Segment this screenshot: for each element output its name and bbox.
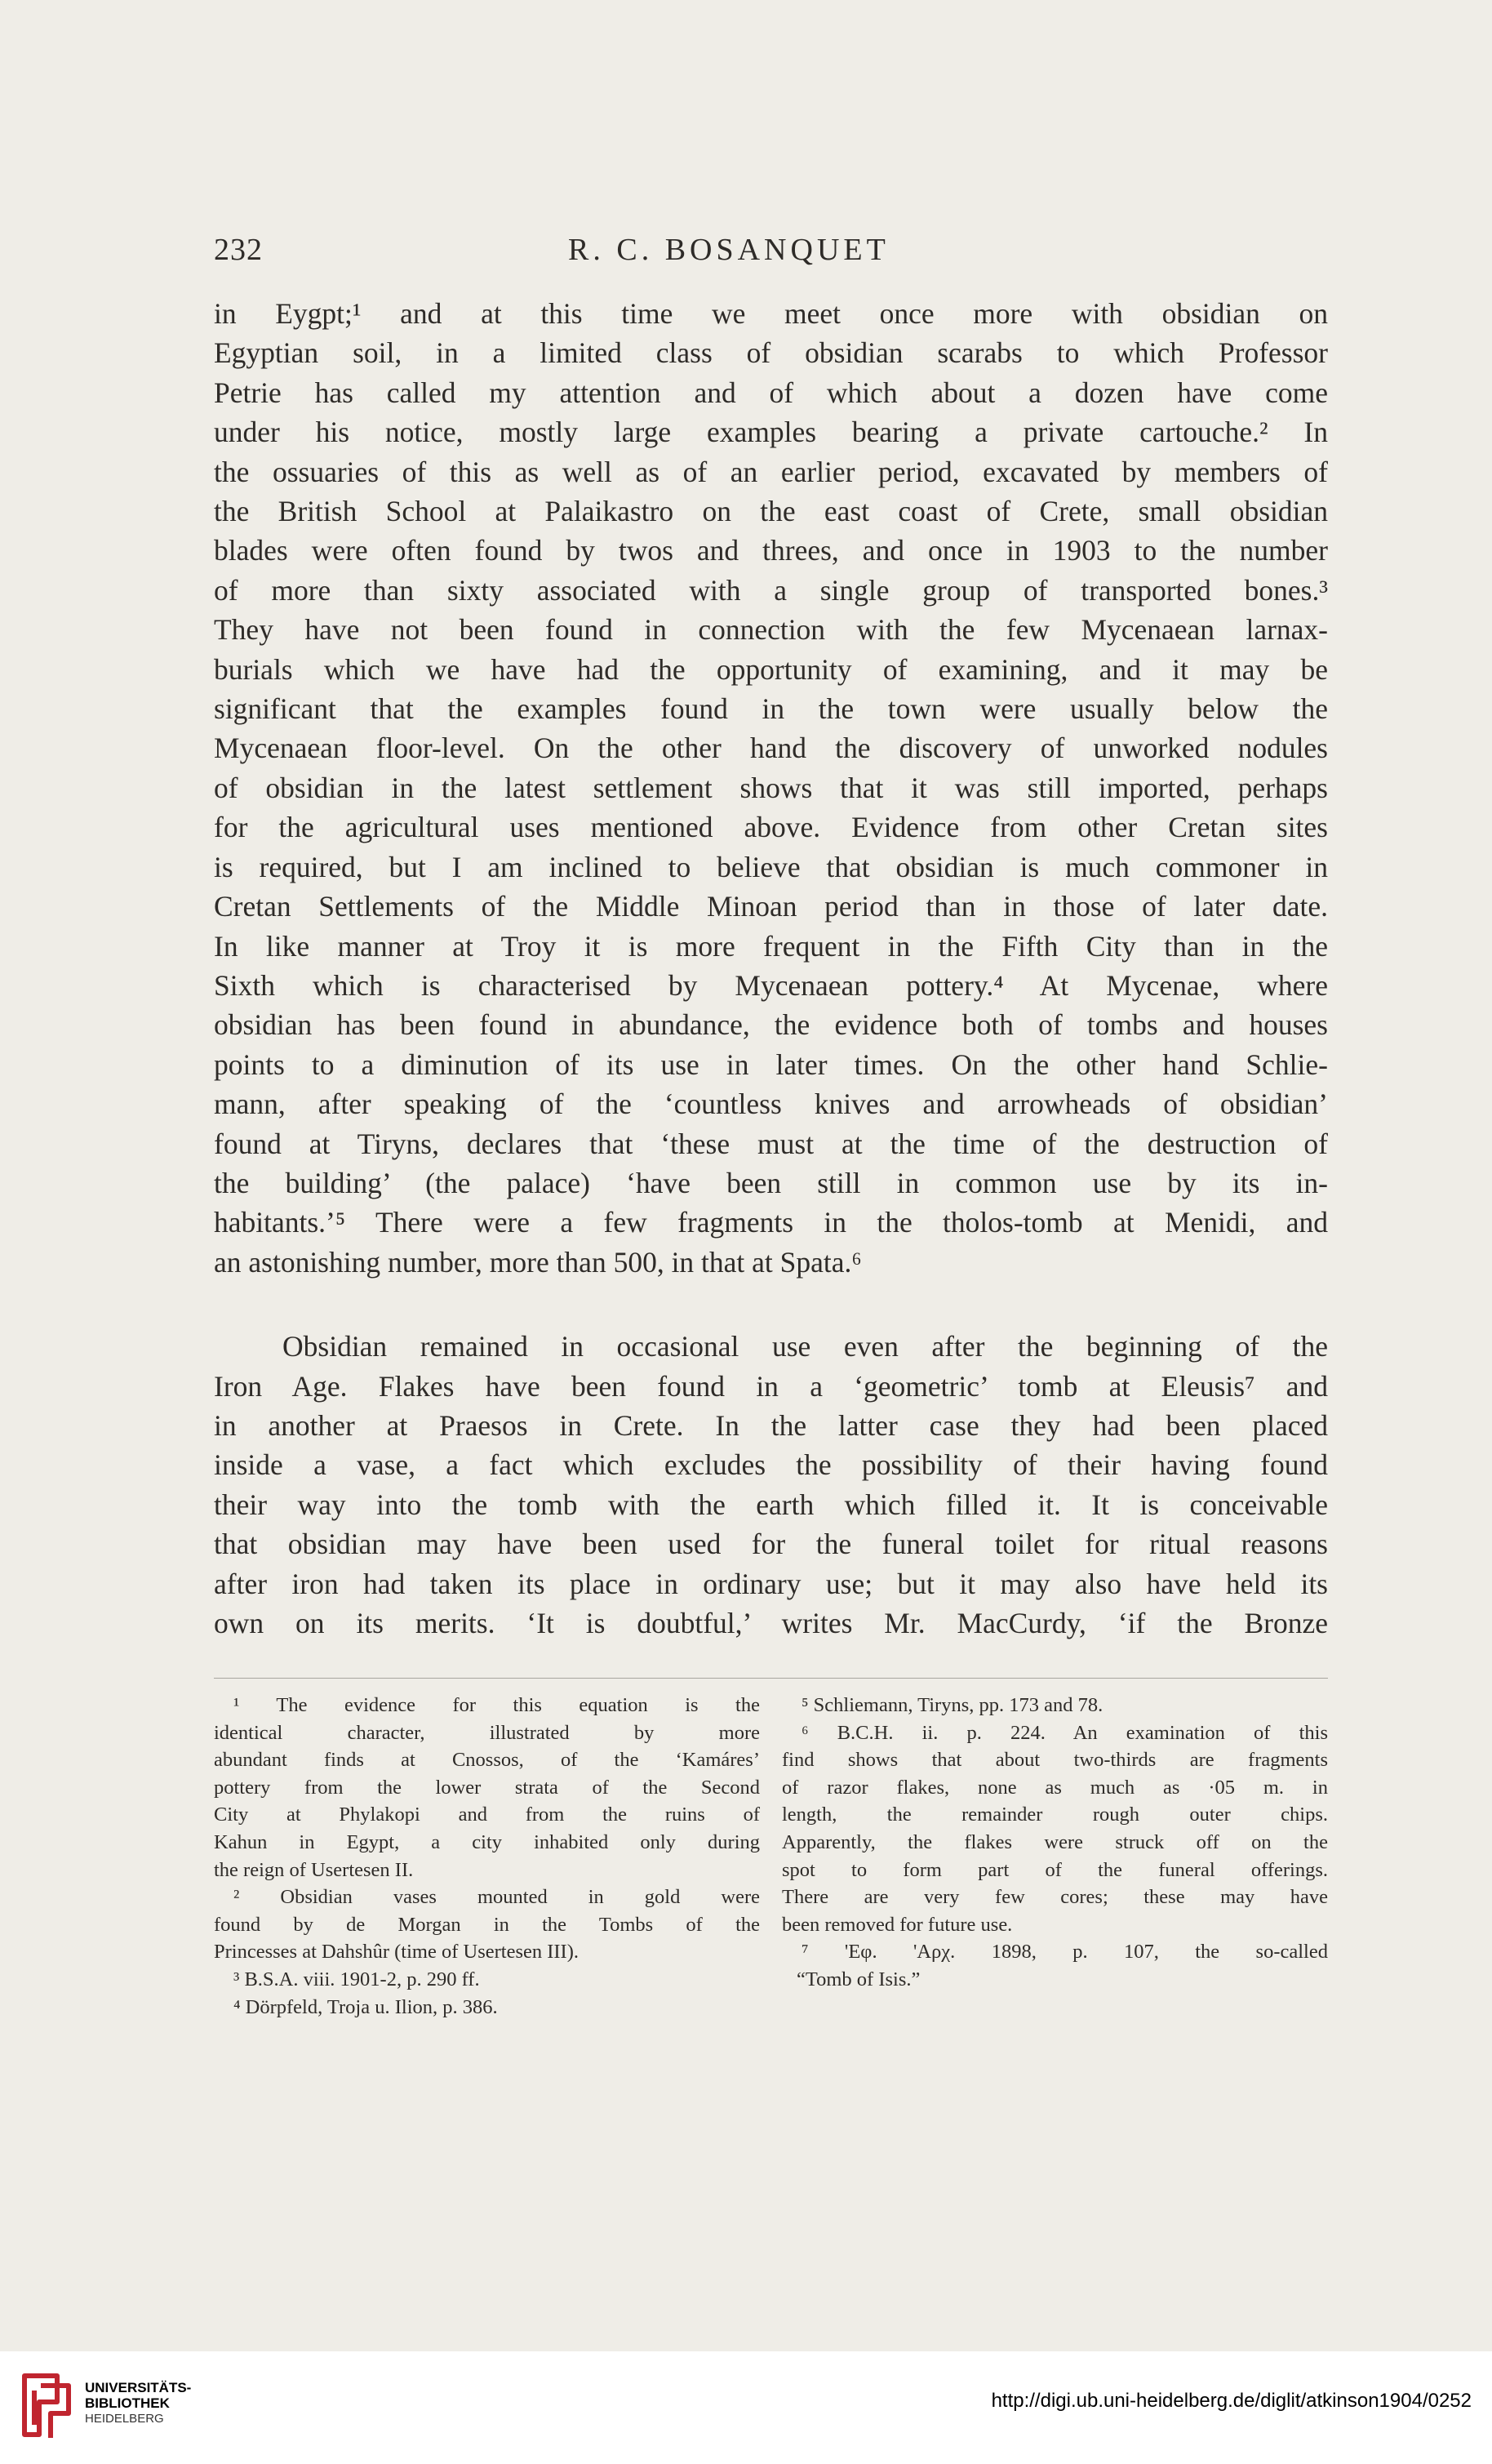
footnote-line: ⁵ Schliemann, Tiryns, pp. 173 and 78.: [802, 1694, 1103, 1716]
body-line: Mycenaean floor-level. On the other hand the discovery of unworked nodules: [214, 732, 1328, 765]
footnote-line: spot to form part of the funeral offerings.: [782, 1858, 1328, 1881]
body-line: their way into the tomb with the earth which filled it. It is conceivable: [214, 1488, 1328, 1521]
footnote-divider: [214, 1678, 1328, 1679]
body-line: Petrie has called my attention and of which about a dozen have come: [214, 376, 1328, 409]
body-line: of obsidian in the latest settlement shows that it was still imported, perhaps: [214, 771, 1328, 804]
body-line: Obsidian remained in occasional use even after the beginning of the: [282, 1330, 1328, 1363]
body-line: burials which we have had the opportunity of examining, and it may be: [214, 652, 1328, 686]
footnote-line: Apparently, the flakes were struck off on the: [782, 1830, 1328, 1853]
source-url-link[interactable]: http://digi.ub.uni-heidelberg.de/diglit/atkinson1904/0252: [991, 2390, 1472, 2412]
footnote-line: pottery from the lower strata of the Second: [214, 1776, 760, 1799]
footnotes-right-column: [782, 1692, 1328, 1994]
body-line: Iron Age. Flakes have been found in a ‘geometric’ tomb at Eleusis⁷ and: [214, 1369, 1328, 1403]
footnote-line: “Tomb of Isis.”: [797, 1968, 921, 1990]
body-line: the building’ (the palace) ‘have been still in common use by its in-: [214, 1166, 1328, 1199]
footnote-line: ² Obsidian vases mounted in gold were: [233, 1886, 760, 1909]
footnote-line: ¹ The evidence for this equation is the: [233, 1694, 760, 1716]
library-name: [85, 2380, 191, 2426]
body-line: own on its merits. ‘It is doubtful,’ writes Mr. MacCurdy, ‘if the Bronze: [214, 1607, 1328, 1639]
footnote-line: ⁶ B.C.H. ii. p. 224. An examination of this: [802, 1721, 1328, 1744]
body-line: points to a diminution of its use in later times. On the other hand Schlie-: [214, 1047, 1328, 1081]
body-line: in another at Praesos in Crete. In the latter case they had been placed: [214, 1408, 1328, 1442]
footnote-line: find shows that about two-thirds are fragments: [782, 1749, 1328, 1772]
library-name-line: UNIVERSITÄTS-: [85, 2380, 192, 2395]
body-line: under his notice, mostly large examples bearing a private cartouche.² In: [214, 416, 1328, 449]
body-line: They have not been found in connection with the few Mycenaean larnax-: [214, 613, 1328, 647]
footnote-line: identical character, illustrated by more: [214, 1721, 760, 1744]
footnotes-left-column: [214, 1692, 760, 2021]
paragraph-gap: [214, 1282, 1328, 1327]
footnote-line: City at Phylakopi and from the ruins of: [214, 1804, 760, 1826]
footnote-line: found by de Morgan in the Tombs of the: [214, 1913, 760, 1936]
footnote-line: the reign of Usertesen II.: [214, 1858, 414, 1881]
body-line: the ossuaries of this as well as of an earlier period, excavated by members of: [214, 455, 1328, 488]
body-line: inside a vase, a fact which excludes the possibility of their having found: [214, 1448, 1328, 1482]
running-head: [0, 229, 1492, 278]
body-line: in Eygpt;¹ and at this time we meet once more with obsidian on: [214, 297, 1328, 330]
footnote-line: abundant finds at Cnossos, of the ‘Kamáres’: [214, 1749, 760, 1772]
footnote-line: ⁷ 'Εφ. 'Αρχ. 1898, p. 107, the so-called: [802, 1941, 1328, 1964]
body-line: mann, after speaking of the ‘countless knives and arrowheads of obsidian’: [214, 1087, 1328, 1121]
body-line: an astonishing number, more than 500, in that at Spata.⁶: [214, 1245, 862, 1279]
footnote-line: ³ B.S.A. viii. 1901-2, p. 290 ff.: [233, 1968, 480, 1990]
footnote-line: ⁴ Dörpfeld, Troja u. Ilion, p. 386.: [233, 1995, 498, 2018]
body-line: obsidian has been found in abundance, the evidence both of tombs and houses: [214, 1008, 1328, 1042]
footnote-line: There are very few cores; these may have: [782, 1886, 1328, 1909]
body-line: is required, but I am inclined to believe that obsidian is much commoner in: [214, 850, 1328, 883]
body-line: In like manner at Troy it is more frequent in the Fifth City than in the: [214, 929, 1328, 963]
body-line: Sixth which is characterised by Mycenaean pottery.⁴ At Mycenae, where: [214, 968, 1328, 1002]
library-logo-icon: [16, 2368, 77, 2441]
body-line: the British School at Palaikastro on the east coast of Crete, small obsidian: [214, 495, 1328, 528]
body-line: Egyptian soil, in a limited class of obsidian scarabs to which Professor: [214, 336, 1328, 370]
footnote-line: Princesses at Dahshûr (time of Usertesen III).: [214, 1941, 579, 1964]
body-line: for the agricultural uses mentioned above. Evidence from other Cretan sites: [214, 811, 1328, 844]
body-line: that obsidian may have been used for the funeral toilet for ritual reasons: [214, 1528, 1328, 1561]
footnote-line: been removed for future use.: [782, 1913, 1013, 1936]
body-line: habitants.’⁵ There were a few fragments in the tholos-tomb at Menidi, and: [214, 1206, 1328, 1239]
library-name-line: HEIDELBERG: [85, 2412, 164, 2426]
body-line: blades were often found by twos and threes, and once in 1903 to the number: [214, 534, 1328, 567]
body-text: [214, 294, 1328, 1643]
body-line: of more than sixty associated with a single group of transported bones.³: [214, 573, 1328, 607]
body-line: after iron had taken its place in ordinary use; but it may also have held its: [214, 1567, 1328, 1600]
body-line: Cretan Settlements of the Middle Minoan period than in those of later date.: [214, 890, 1328, 923]
running-title: R. C. BOSANQUET: [568, 233, 890, 267]
footnote-line: length, the remainder rough outer chips.: [782, 1804, 1328, 1826]
body-line: found at Tiryns, declares that ‘these must at the time of the destruction of: [214, 1127, 1328, 1160]
footnote-line: Kahun in Egypt, a city inhabited only during: [214, 1830, 760, 1853]
library-name-line: BIBLIOTHEK: [85, 2395, 170, 2411]
page-number: 232: [214, 233, 263, 267]
footnote-line: of razor flakes, none as much as ·05 m. in: [782, 1776, 1328, 1799]
body-line: significant that the examples found in the town were usually below the: [214, 692, 1328, 726]
